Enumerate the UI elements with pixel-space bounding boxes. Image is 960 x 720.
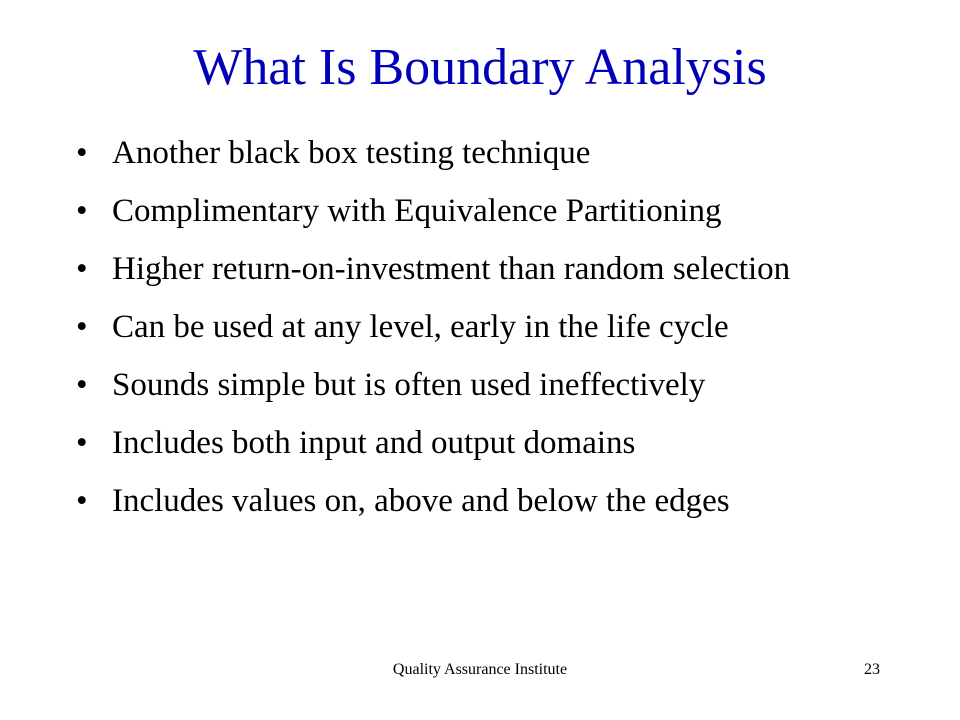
- bullet-item: [72, 134, 922, 172]
- bullet-icon: •: [76, 193, 88, 229]
- bullet-item: [72, 192, 922, 230]
- bullet-text: Another black box testing technique: [112, 135, 591, 171]
- bullet-text: Includes values on, above and below the edges: [112, 483, 730, 519]
- bullet-icon: •: [76, 135, 88, 171]
- bullet-text: Higher return-on-investment than random selection: [112, 251, 791, 287]
- bullet-text: Can be used at any level, early in the life cycle: [112, 309, 729, 345]
- bullet-text: Complimentary with Equivalence Partitioning: [112, 193, 722, 229]
- bullet-item: [72, 424, 922, 462]
- slide-title: What Is Boundary Analysis: [193, 39, 767, 96]
- bullet-list: [72, 134, 922, 540]
- bullet-icon: •: [76, 309, 88, 345]
- footer-organization: Quality Assurance Institute: [392, 661, 568, 678]
- bullet-item: [72, 308, 922, 346]
- bullet-text: Includes both input and output domains: [112, 425, 636, 461]
- bullet-icon: •: [76, 425, 88, 461]
- bullet-item: [72, 250, 922, 288]
- bullet-icon: •: [76, 367, 88, 403]
- page-number: 23: [864, 661, 880, 678]
- bullet-icon: •: [76, 251, 88, 287]
- bullet-text: Sounds simple but is often used ineffectively: [112, 367, 706, 403]
- bullet-item: [72, 366, 922, 404]
- bullet-icon: •: [76, 483, 88, 519]
- bullet-item: [72, 482, 922, 520]
